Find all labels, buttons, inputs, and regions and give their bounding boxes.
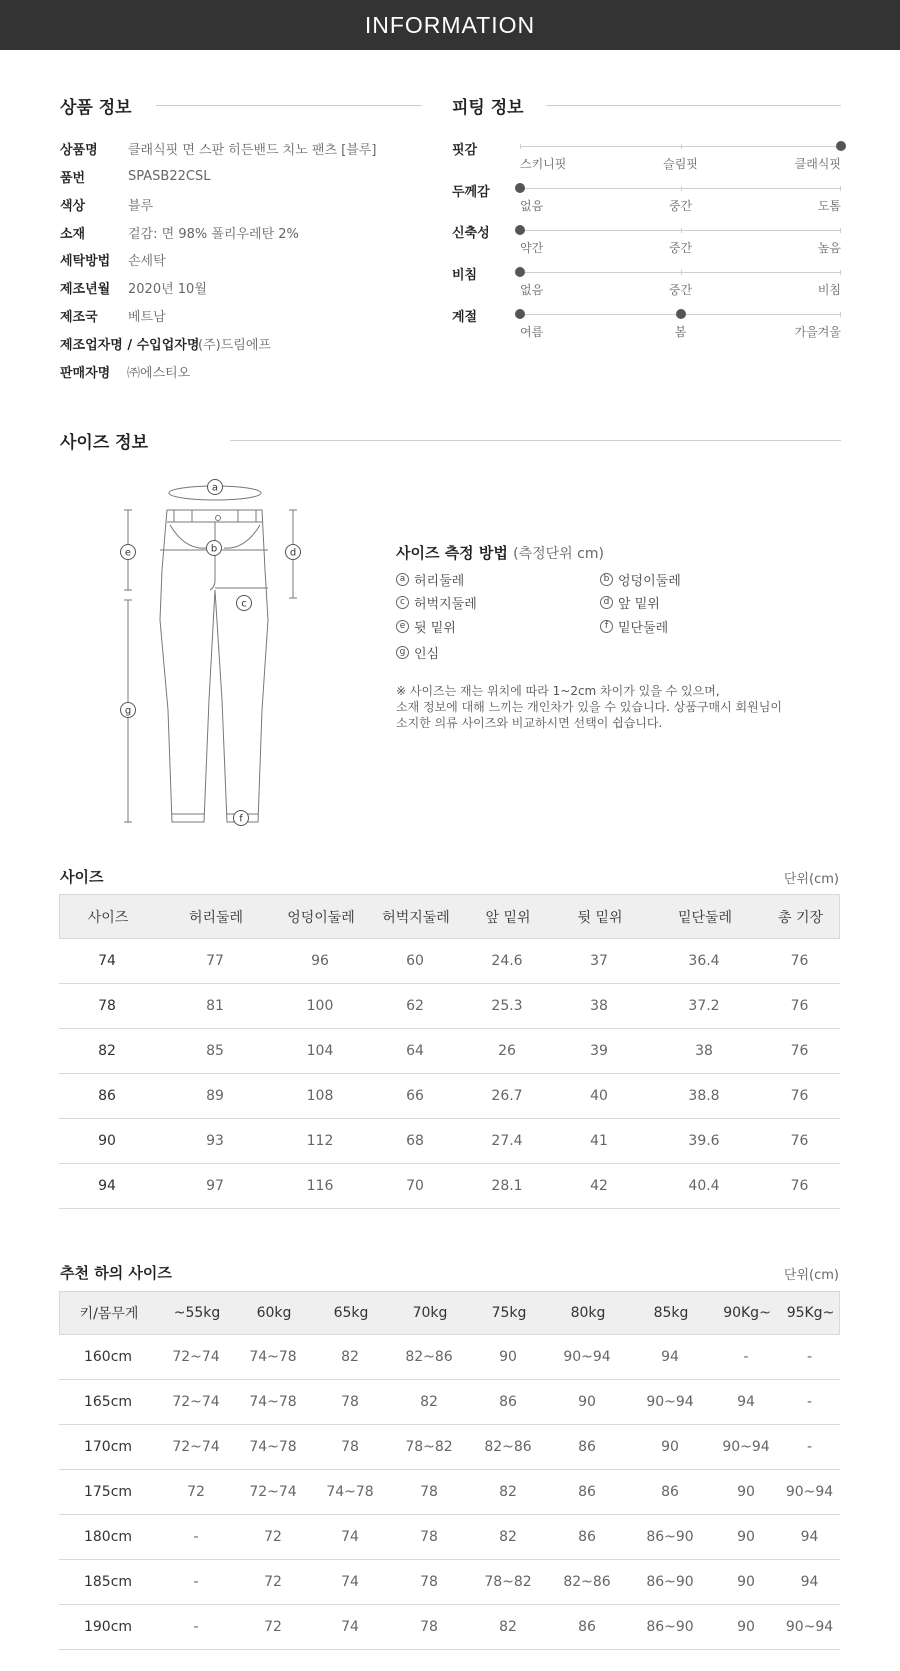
table-header-cell: 90Kg~ bbox=[723, 1305, 771, 1321]
table-header-row bbox=[59, 894, 840, 939]
table-cell: 90 bbox=[737, 1529, 755, 1545]
header-title: INFORMATION bbox=[364, 11, 536, 38]
table-header-cell: 75kg bbox=[491, 1305, 527, 1321]
size-note-line: ※ 사이즈는 재는 위치에 따라 1~2cm 차이가 있을 수 있으며, bbox=[396, 684, 720, 698]
table-cell: 180cm bbox=[83, 1529, 133, 1545]
size-note-line: 소지한 의류 사이즈와 비교하시면 선택이 쉽습니다. bbox=[396, 716, 663, 730]
table-cell: 82 bbox=[98, 1043, 116, 1059]
fitting-selected-dot bbox=[676, 309, 686, 319]
measure-item-label: 앞 밑위 bbox=[618, 597, 660, 612]
table-cell: 78 bbox=[341, 1394, 359, 1410]
fitting-tick bbox=[840, 312, 841, 317]
table-cell: 38.8 bbox=[688, 1088, 720, 1104]
table-cell: 90 bbox=[737, 1484, 755, 1500]
table-row bbox=[59, 1425, 840, 1470]
table-cell: 86 bbox=[578, 1529, 596, 1545]
table-cell: 94 bbox=[800, 1529, 819, 1545]
table-header-cell: 앞 밑위 bbox=[485, 909, 531, 926]
table-cell: 82 bbox=[420, 1394, 438, 1410]
table-row bbox=[59, 1029, 840, 1074]
product-info-row bbox=[60, 306, 166, 325]
table-header-cell: ~55kg bbox=[173, 1305, 221, 1321]
table-cell: 74~78 bbox=[249, 1439, 297, 1455]
measure-item-label: 뒷 밑위 bbox=[414, 621, 456, 636]
product-info-label: 제조업자명 / 수입업자명 bbox=[60, 337, 200, 353]
table-cell: 60 bbox=[406, 953, 424, 969]
table-cell: 72~74 bbox=[172, 1349, 220, 1365]
fitting-tick bbox=[840, 270, 841, 275]
product-info-value: (주)드림에프 bbox=[198, 337, 271, 353]
table-cell: 94 bbox=[737, 1394, 755, 1410]
table-row bbox=[59, 984, 840, 1029]
product-info-label: 제조국 bbox=[60, 309, 98, 325]
fitting-tick bbox=[840, 186, 841, 191]
measure-item-label: 인심 bbox=[414, 647, 440, 662]
fitting-track bbox=[520, 146, 841, 147]
diagram-marker-label: f bbox=[239, 813, 243, 825]
table-header-cell: 뒷 밑위 bbox=[577, 909, 623, 926]
table-cell: 40.4 bbox=[688, 1178, 720, 1194]
fitting-option-label: 비침 bbox=[817, 283, 841, 297]
table-cell: 76 bbox=[790, 953, 809, 969]
table-cell: 90 bbox=[499, 1349, 517, 1365]
fitting-option-label: 봄 bbox=[674, 325, 687, 339]
table-cell: 72 bbox=[264, 1574, 282, 1590]
table-cell: 64 bbox=[406, 1043, 424, 1059]
measure-item-marker: c bbox=[396, 596, 409, 609]
table-cell: 86 bbox=[578, 1619, 596, 1635]
table-cell: 82~86 bbox=[563, 1574, 611, 1590]
fitting-option-label: 스키니핏 bbox=[520, 157, 567, 171]
table-cell: 82 bbox=[499, 1484, 517, 1500]
fitting-track bbox=[520, 188, 841, 189]
table-cell: 90 bbox=[661, 1439, 679, 1455]
table-cell: 76 bbox=[790, 1178, 809, 1194]
table-cell: 76 bbox=[790, 998, 809, 1014]
table-cell: 78 bbox=[420, 1619, 438, 1635]
table-cell: 74~78 bbox=[326, 1484, 374, 1500]
table-cell: 175cm bbox=[83, 1484, 133, 1500]
diagram-marker-label: d bbox=[289, 547, 297, 559]
table-cell: 112 bbox=[306, 1133, 334, 1149]
measure-method-title bbox=[396, 542, 604, 563]
fitting-tick bbox=[681, 186, 682, 191]
product-info-value: 클래식핏 면 스판 히든밴드 치노 팬츠 [블루] bbox=[128, 142, 377, 158]
table-cell: 90~94 bbox=[785, 1619, 834, 1635]
table-cell: 74~78 bbox=[249, 1394, 297, 1410]
size-info-rule bbox=[230, 440, 841, 441]
table-cell: 74~78 bbox=[249, 1349, 297, 1365]
measure-item-label: 허벅지둘레 bbox=[414, 597, 477, 612]
table-header-row bbox=[59, 1291, 840, 1335]
table-cell: 90 bbox=[737, 1574, 755, 1590]
fitting-label: 두께감 bbox=[452, 185, 490, 200]
table-cell: 72 bbox=[264, 1529, 282, 1545]
table-cell: 86 bbox=[661, 1484, 679, 1500]
product-info-value: SPASB22CSL bbox=[128, 168, 211, 184]
table-cell: 41 bbox=[590, 1133, 608, 1149]
measure-item-label: 엉덩이둘레 bbox=[618, 574, 681, 589]
table-header-cell: 허벅지둘레 bbox=[382, 909, 450, 926]
fitting-label: 계절 bbox=[452, 310, 478, 325]
table-header-cell: 65kg bbox=[333, 1305, 369, 1321]
table-cell: 78 bbox=[420, 1529, 438, 1545]
table-row bbox=[59, 1515, 840, 1560]
table-cell: 82 bbox=[499, 1619, 517, 1635]
table-cell: 100 bbox=[306, 998, 334, 1014]
table-cell: 185cm bbox=[83, 1574, 133, 1590]
table-cell: 86 bbox=[98, 1088, 116, 1104]
table-cell: 77 bbox=[206, 953, 224, 969]
table-cell: 190cm bbox=[83, 1619, 133, 1635]
fitting-selected-dot bbox=[515, 309, 525, 319]
fitting-tick bbox=[681, 144, 682, 149]
table-cell: 94 bbox=[800, 1574, 819, 1590]
product-info-row bbox=[60, 362, 191, 381]
table-cell: 37.2 bbox=[688, 998, 720, 1014]
table-cell: 90~94 bbox=[722, 1439, 770, 1455]
product-info-value: 겉감: 면 98% 폴리우레탄 2% bbox=[128, 226, 299, 242]
table-cell: 86 bbox=[578, 1439, 596, 1455]
table-cell: 40 bbox=[590, 1088, 608, 1104]
measure-item-marker: a bbox=[396, 573, 409, 586]
table-cell: 90 bbox=[98, 1133, 116, 1149]
fitting-selected-dot bbox=[836, 141, 846, 151]
product-info-row bbox=[60, 250, 166, 269]
table-cell: 39 bbox=[590, 1043, 608, 1059]
table-row bbox=[59, 1560, 840, 1605]
table-cell: 104 bbox=[306, 1043, 334, 1059]
product-info-row bbox=[60, 139, 377, 158]
measure-item bbox=[396, 570, 464, 589]
fitting-track bbox=[520, 314, 841, 315]
table-cell: 78 bbox=[98, 998, 116, 1014]
diagram-marker-label: b bbox=[210, 543, 218, 555]
table-cell: 24.6 bbox=[491, 953, 523, 969]
table-header-cell: 엉덩이둘레 bbox=[287, 909, 355, 926]
table-cell: 74 bbox=[341, 1574, 359, 1590]
table-cell: 97 bbox=[206, 1178, 224, 1194]
product-info-value: 2020년 10월 bbox=[128, 281, 207, 297]
product-info-row bbox=[60, 334, 271, 353]
table-cell: 90~94 bbox=[563, 1349, 611, 1365]
product-info-value: 블루 bbox=[128, 198, 154, 214]
measure-item-marker: f bbox=[600, 620, 613, 633]
table-cell: 96 bbox=[311, 953, 329, 969]
measure-item bbox=[600, 593, 660, 612]
table-cell: 86~90 bbox=[646, 1529, 694, 1545]
table-cell: 62 bbox=[406, 998, 424, 1014]
product-info-label: 소재 bbox=[60, 226, 86, 242]
table-header-cell: 허리둘레 bbox=[188, 909, 244, 926]
fitting-tick bbox=[840, 228, 841, 233]
diagram-marker-label: c bbox=[241, 598, 247, 610]
pants-diagram bbox=[110, 470, 310, 830]
measure-item bbox=[396, 593, 477, 612]
table-cell: 90 bbox=[737, 1619, 755, 1635]
table-cell: 170cm bbox=[83, 1439, 133, 1455]
size-table-title: 사이즈 bbox=[60, 868, 104, 886]
table-cell: 90~94 bbox=[646, 1394, 694, 1410]
table-cell: 72 bbox=[264, 1619, 282, 1635]
diagram-marker-label: e bbox=[124, 547, 132, 559]
product-info-label: 색상 bbox=[60, 198, 86, 214]
table-cell: 76 bbox=[790, 1043, 809, 1059]
table-header-cell: 60kg bbox=[256, 1305, 292, 1321]
table-header-cell: 95Kg~ bbox=[786, 1305, 835, 1321]
table-row bbox=[59, 1380, 840, 1425]
measure-item bbox=[600, 617, 668, 636]
table-row bbox=[59, 1164, 840, 1209]
table-cell: 81 bbox=[206, 998, 224, 1014]
fitting-option-label: 없음 bbox=[520, 199, 544, 213]
table-cell: 70 bbox=[406, 1178, 424, 1194]
table-cell: 37 bbox=[590, 953, 608, 969]
table-cell: 74 bbox=[341, 1619, 359, 1635]
fitting-option-label: 가을겨울 bbox=[794, 325, 841, 339]
table-cell: 78 bbox=[420, 1574, 438, 1590]
table-cell: - bbox=[806, 1439, 813, 1455]
table-cell: 36.4 bbox=[688, 953, 720, 969]
table-cell: 90~94 bbox=[785, 1484, 834, 1500]
information-header bbox=[0, 0, 900, 50]
table-cell: 86~90 bbox=[646, 1574, 694, 1590]
table-cell: 25.3 bbox=[491, 998, 523, 1014]
table-header-cell: 85kg bbox=[653, 1305, 689, 1321]
table-row bbox=[59, 1470, 840, 1515]
table-cell: 78 bbox=[420, 1484, 438, 1500]
product-info-label: 상품명 bbox=[60, 142, 98, 158]
size-table-unit: 단위(cm) bbox=[783, 872, 839, 887]
measure-item bbox=[396, 643, 439, 662]
table-cell: 76 bbox=[790, 1088, 809, 1104]
product-info-row bbox=[60, 278, 207, 297]
measure-unit-text: (측정단위 cm) bbox=[513, 546, 604, 562]
table-cell: 86 bbox=[578, 1484, 596, 1500]
table-cell: 74 bbox=[341, 1529, 359, 1545]
recommend-table-title: 추천 하의 사이즈 bbox=[60, 1264, 172, 1282]
table-cell: - bbox=[806, 1349, 813, 1365]
table-cell: 82 bbox=[499, 1529, 517, 1545]
product-info-label: 제조년월 bbox=[60, 281, 111, 297]
table-cell: 78~82 bbox=[484, 1574, 532, 1590]
table-row bbox=[59, 1074, 840, 1119]
table-cell: 26 bbox=[498, 1043, 516, 1059]
table-cell: 76 bbox=[790, 1133, 809, 1149]
fitting-option-label: 중간 bbox=[668, 283, 693, 297]
product-info-value: ㈜에스티오 bbox=[127, 365, 191, 381]
table-header-cell: 70kg bbox=[412, 1305, 448, 1321]
fitting-option-label: 여름 bbox=[520, 325, 544, 339]
table-cell: 86~90 bbox=[646, 1619, 694, 1635]
table-cell: 72~74 bbox=[172, 1439, 220, 1455]
fitting-selected-dot bbox=[515, 267, 525, 277]
product-info-title: 상품 정보 bbox=[60, 98, 132, 118]
table-cell: - bbox=[193, 1529, 199, 1545]
table-header-cell: 사이즈 bbox=[87, 909, 129, 926]
fitting-tick bbox=[681, 228, 682, 233]
table-header-cell: 키/몸무게 bbox=[79, 1306, 139, 1322]
measure-item-label: 허리둘레 bbox=[414, 574, 465, 589]
table-cell: 85 bbox=[206, 1043, 224, 1059]
table-cell: 72~74 bbox=[172, 1394, 220, 1410]
size-info-title: 사이즈 정보 bbox=[60, 433, 149, 453]
product-info-value: 손세탁 bbox=[128, 253, 166, 269]
table-row bbox=[59, 939, 840, 984]
measure-item bbox=[600, 570, 681, 589]
table-cell: - bbox=[806, 1394, 813, 1410]
fitting-tick bbox=[520, 144, 521, 149]
fitting-selected-dot bbox=[515, 183, 525, 193]
table-cell: 116 bbox=[306, 1178, 334, 1194]
table-cell: 28.1 bbox=[491, 1178, 523, 1194]
fitting-tick bbox=[681, 270, 682, 275]
fitting-track bbox=[520, 230, 841, 231]
table-header-cell: 총 기장 bbox=[777, 909, 824, 926]
table-cell: 108 bbox=[306, 1088, 334, 1104]
measure-item-marker: e bbox=[396, 620, 409, 633]
table-cell: 26.7 bbox=[491, 1088, 523, 1104]
fitting-option-label: 약간 bbox=[520, 241, 544, 255]
table-cell: 93 bbox=[206, 1133, 224, 1149]
product-info-rule bbox=[156, 105, 422, 106]
table-cell: 82~86 bbox=[484, 1439, 532, 1455]
fitting-option-label: 중간 bbox=[668, 241, 693, 255]
fitting-label: 비침 bbox=[452, 268, 478, 283]
recommend-table-unit: 단위(cm) bbox=[783, 1268, 839, 1283]
measure-item-marker: g bbox=[396, 646, 409, 659]
measure-title-text: 사이즈 측정 방법 bbox=[396, 544, 508, 562]
fitting-label: 신축성 bbox=[452, 226, 490, 241]
table-row bbox=[59, 1119, 840, 1164]
product-info-label: 세탁방법 bbox=[60, 253, 111, 269]
table-cell: 38 bbox=[590, 998, 608, 1014]
table-cell: - bbox=[193, 1574, 199, 1590]
table-cell: 78 bbox=[341, 1439, 359, 1455]
table-cell: - bbox=[743, 1349, 749, 1365]
table-cell: 90 bbox=[578, 1394, 596, 1410]
fitting-option-label: 슬림핏 bbox=[663, 157, 698, 171]
fitting-option-label: 도톰 bbox=[817, 199, 841, 213]
table-cell: 89 bbox=[206, 1088, 224, 1104]
table-cell: 78~82 bbox=[405, 1439, 453, 1455]
table-cell: 39.6 bbox=[688, 1133, 720, 1149]
measure-item-marker: d bbox=[600, 596, 613, 609]
product-info-row bbox=[60, 195, 154, 214]
table-cell: 66 bbox=[406, 1088, 424, 1104]
measure-item-marker: b bbox=[600, 573, 613, 586]
table-cell: 74 bbox=[98, 953, 116, 969]
fitting-option-label: 클래식핏 bbox=[794, 157, 841, 171]
diagram-marker-label: a bbox=[211, 482, 219, 494]
table-cell: 68 bbox=[406, 1133, 424, 1149]
product-info-value: 베트남 bbox=[128, 309, 166, 325]
fitting-option-label: 없음 bbox=[520, 283, 544, 297]
table-cell: 165cm bbox=[83, 1394, 133, 1410]
size-note-line: 소재 정보에 대해 느끼는 개인차가 있을 수 있습니다. 상품구매시 회원님이 bbox=[396, 700, 782, 714]
table-cell: 86 bbox=[499, 1394, 517, 1410]
table-cell: 72~74 bbox=[249, 1484, 297, 1500]
measure-item-label: 밑단둘레 bbox=[618, 621, 669, 636]
table-cell: 82~86 bbox=[405, 1349, 453, 1365]
table-cell: 72 bbox=[187, 1484, 205, 1500]
fitting-info-rule bbox=[546, 105, 841, 106]
product-info-label: 품번 bbox=[60, 170, 86, 186]
diagram-marker-label: g bbox=[124, 705, 132, 717]
table-header-cell: 80kg bbox=[570, 1305, 606, 1321]
fitting-option-label: 높음 bbox=[817, 241, 841, 255]
table-cell: 38 bbox=[695, 1043, 713, 1059]
table-cell: 27.4 bbox=[491, 1133, 523, 1149]
table-row bbox=[59, 1335, 840, 1380]
table-cell: - bbox=[193, 1619, 199, 1635]
table-row bbox=[59, 1605, 840, 1650]
table-cell: 94 bbox=[98, 1178, 116, 1194]
fitting-track bbox=[520, 272, 841, 273]
fitting-selected-dot bbox=[515, 225, 525, 235]
product-info-label: 판매자명 bbox=[60, 365, 111, 381]
fitting-option-label: 중간 bbox=[668, 199, 693, 213]
fitting-info-title: 피팅 정보 bbox=[452, 98, 524, 118]
table-cell: 94 bbox=[661, 1349, 679, 1365]
product-info-row bbox=[60, 223, 299, 242]
table-cell: 160cm bbox=[83, 1349, 133, 1365]
table-cell: 42 bbox=[590, 1178, 608, 1194]
measure-item bbox=[396, 617, 456, 636]
product-info-row bbox=[60, 167, 211, 186]
table-header-cell: 밑단둘레 bbox=[677, 909, 733, 926]
table-cell: 82 bbox=[341, 1349, 359, 1365]
fitting-label: 핏감 bbox=[452, 143, 478, 158]
